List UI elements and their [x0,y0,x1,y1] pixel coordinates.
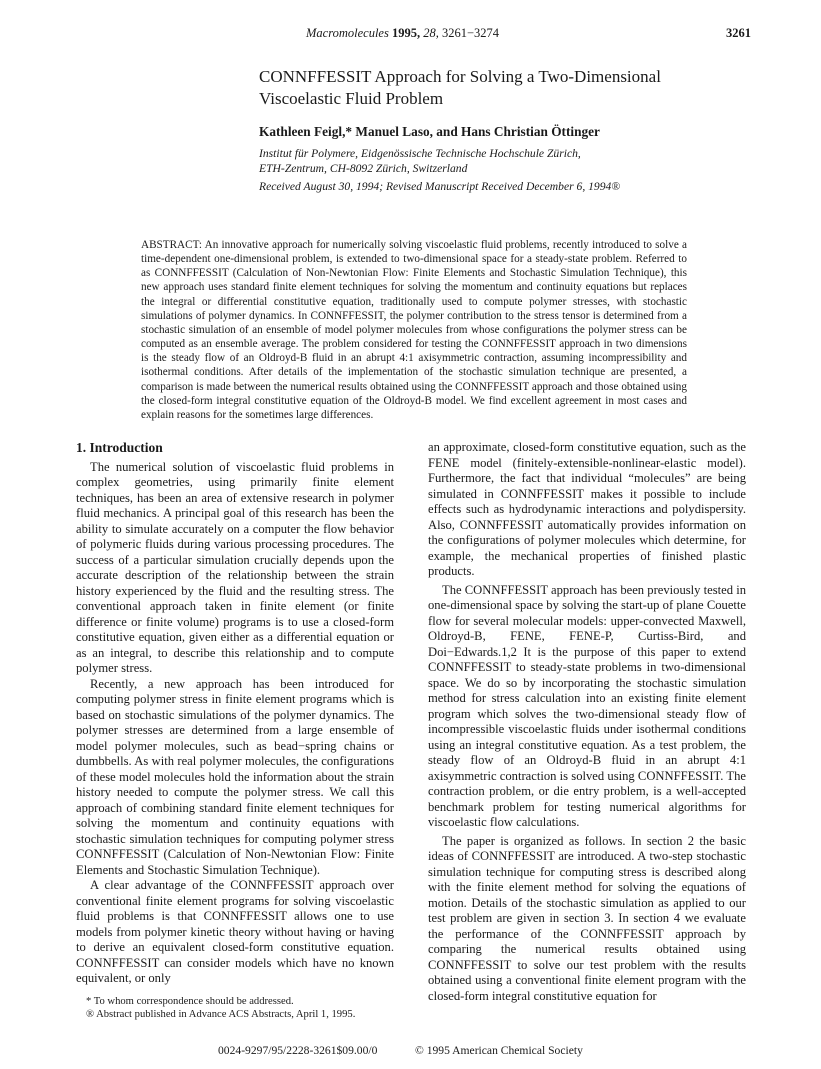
journal-year: 1995, [391,26,421,40]
abstract: ABSTRACT: An innovative approach for numerically solving viscoelastic fluid problems, recently introduced to solve a time-dependent one-dimensional problem, is extended to two-dimensional space for a steady-state problem. Referred to as CONNFFESSIT (Calculation of Non-Newtonian Flow: Finite Elements and Stochastic Simulation Technique), this new approach uses standard finite element techniques for solving the momentum and continuity equations but replaces the integral or differential constitutive equation, traditionally used to compute polymer stresses, with stochastic simulations of polymer dynamics. In CONNFFESSIT, the polymer contribution to the stress tensor is determined from a stochastic simulation of an ensemble of model polymer molecules from whose configurations the polymer stress can be computed as an ensemble average. The problem considered for testing the CONNFFESSIT approach in two dimensions is the steady flow of an Oldroyd-B fluid in an abrupt 4:1 axisymmetric contraction, assuming incompressibility and isothermal conditions. After details of the implementation of the stochastic simulation technique are presented, a comparison is made between the numerical results obtained using the CONNFFESSIT approach and those obtained using the closed-form integral constitutive equation of the Oldroyd-B model. We find excellent agreement in most cases and explain reasons for the sometimes large differences. [141,239,687,421]
paragraph: The numerical solution of viscoelastic fluid problems in complex geometries, using primarily finite element techniques, has been an area of extensive research in polymer fluid mechanics. A principal goal of this research has been the ability to simulate accurately on a computer the flow behavior of polymeric fluids during various processing procedures. The success of a particular simulation crucially depends upon the accurate description of the relationship between the strain history experienced by the fluid and the resulting stress. The conventional approach taken in finite element (or finite difference or finite volume) programs is to use a closed-form constitutive equation, given either as a differential equation or as an integral, to describe this relationship and to compute polymer stress. [76,459,394,675]
section-heading: 1. Introduction [76,440,163,455]
paragraph: The CONNFFESSIT approach has been previously tested in one-dimensional space by solving the start-up of plane Couette flow for several molecular models: upper-convected Maxwell, Oldroyd-B, FENE, FENE-P, Curtiss-Bird, and Doi−Edwards.1,2 It is the purpose of this paper to extend CONNFFESSIT to steady-state problems in two-dimensional space. We do so by incorporating the stochastic simulation method for stress calculation into an existing finite element program which solves the two-dimensional steady flow of incompressible viscoelastic fluids under isothermal conditions using an integral constitutive equation. As a test problem, the steady flow of an Oldroyd-B fluid in an abrupt 4:1 axisymmetric contraction is solved using CONNFFESSIT. The contraction problem, or die entry problem, is a well-accepted benchmark problem for testing numerical algorithms for viscoelastic flow calculations. [428,582,746,829]
text-column-left [76,440,394,987]
paragraph: A clear advantage of the CONNFFESSIT approach over conventional finite element programs for solving viscoelastic fluid problems is that CONNFFESSIT allows one to use models from polymer kinetic theory without having or having to derive an equivalent closed-form constitutive equation. CONNFFESSIT can consider models which have no known equivalent, or only [76,878,394,985]
paragraph: Recently, a new approach has been introduced for computing polymer stress in finite element programs which is based on stochastic simulations of the polymer dynamics. The polymer stresses are determined from a large ensemble of model polymer molecules, such as bead−spring chains or dumbbells. As with real polymer molecules, the configurations of these model molecules hold the information about the strain history needed to compute the polymer stress. We call this approach of combining standard finite element techniques for solving the momentum and continuity equations with stochastic simulation techniques for computing polymer stress CONNFFESSIT (Calculation of Non-Newtonian Flow: Finite Elements and Stochastic Simulation Technique). [76,676,394,877]
paragraph: The paper is organized as follows. In section 2 the basic ideas of CONNFFESSIT are introduced. A two-step stochastic simulation technique for computing stress is described along with the finite element method for solving the equations of motion. Details of the stochastic simulation as applied to our test problem are given in section 3. In section 4 we evaluate the performance of the CONNFFESSIT approach by comparing the numerical results obtained using CONNFFESSIT to solve our test problem with the results obtained using a conventional finite element program with the closed-form integral constitutive equation for [428,833,746,1003]
journal-citation [306,26,499,41]
footnote: * To whom correspondence should be addressed. [86,996,294,1007]
paragraph: an approximate, closed-form constitutive equation, such as the FENE model (finitely-extensible-nonlinear-elastic model). Furthermore, the fact that individual “molecules” are being simulated in CONNFFESSIT makes it possible to include effects such as hydrodynamic interactions and polydispersity. Also, CONNFFESSIT automatically provides information on the configurations of polymer molecules which determine, for example, the mechanical properties of finished plastic products. [428,440,746,578]
affiliation-line: ETH-Zentrum, CH-8092 Zürich, Switzerland [259,162,468,175]
footnotes [76,996,406,1021]
journal-name: Macromolecules [306,26,389,40]
footnote: ® Abstract published in Advance ACS Abstracts, April 1, 1995. [86,1008,356,1020]
text-column-right [428,440,746,1004]
journal-pages: 3261−3274 [441,26,500,40]
affiliation [259,146,719,176]
article-code: 0024-9297/95/2228-3261$09.00/0 [218,1044,378,1057]
author-list: Kathleen Feigl,* Manuel Laso, and Hans Christian Öttinger [259,124,600,139]
copyright: © 1995 American Chemical Society [415,1044,583,1057]
journal-volume: 28, [423,26,439,40]
running-header [0,26,821,44]
page-number: 3261 [726,26,751,40]
affiliation-line: Institut für Polymere, Eidgenössische Technische Hochschule Zürich, [259,147,581,160]
paper-title: CONNFFESSIT Approach for Solving a Two-Dimensional Viscoelastic Fluid Problem [259,67,661,108]
received-dates: Received August 30, 1994; Revised Manuscript Received December 6, 1994® [259,180,621,193]
